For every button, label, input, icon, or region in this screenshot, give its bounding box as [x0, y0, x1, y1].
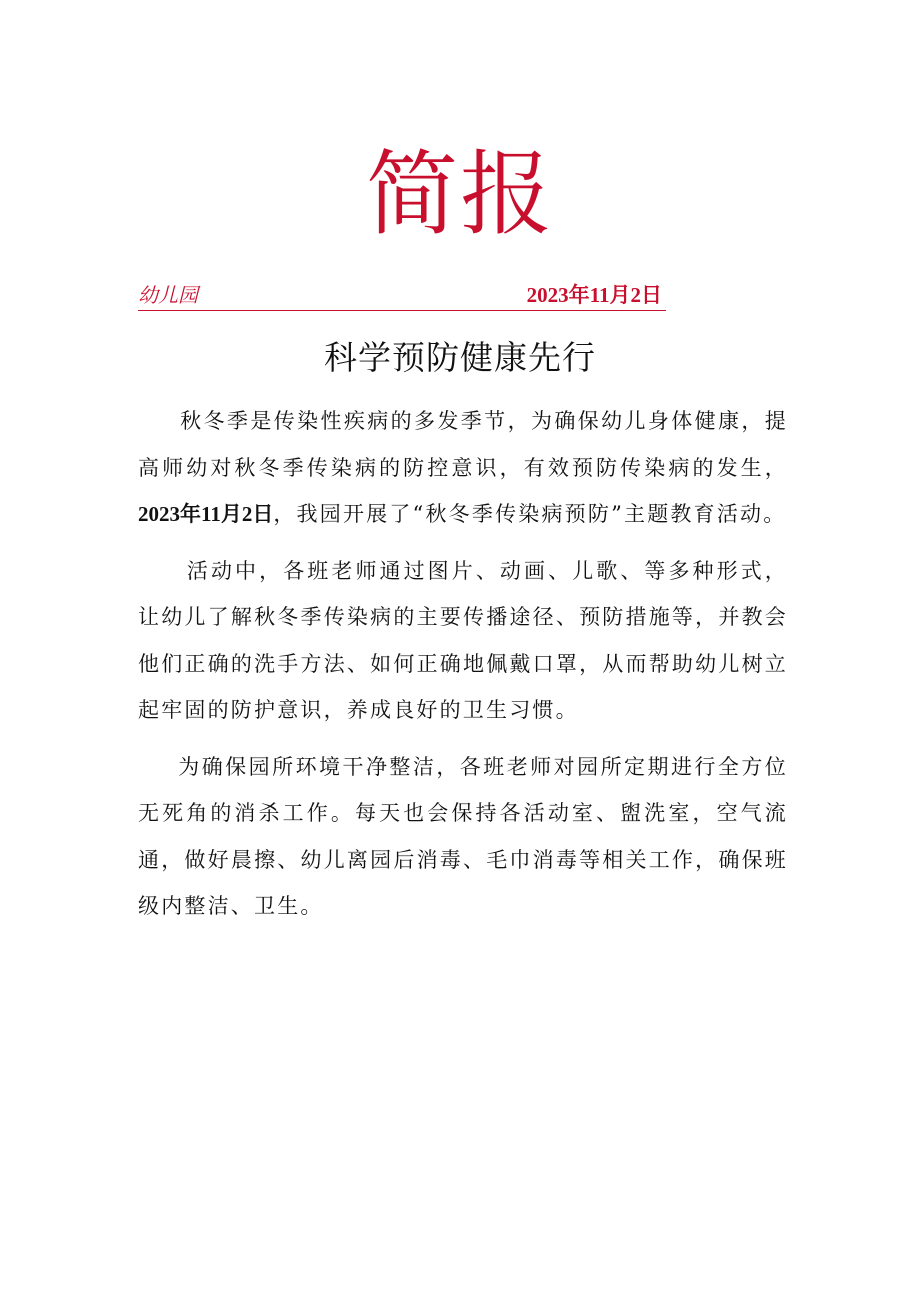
report-date: 2023年11月2日 — [526, 283, 662, 307]
article-body — [138, 398, 788, 940]
article-title: 科学预防健康先行 — [324, 338, 596, 377]
paragraph-1-line-2: 提高师幼对秋冬季传染病的防控意识，有效预防传染病的发生， — [138, 409, 788, 480]
masthead-title: 简报 — [365, 141, 554, 248]
paragraph-1-line-1: 秋冬季是传染性疾病的多发季节，为确保幼儿身体健康， — [180, 409, 765, 433]
kindergarten-name: 幼儿园 — [138, 283, 198, 307]
paragraph-1-line-3: ，我园开展了“秋冬季传染病预防”主题教育活 — [273, 502, 741, 526]
paragraph-1-date: 2023年11月2日 — [138, 502, 274, 526]
paragraph-2 — [138, 548, 788, 734]
paragraph-1 — [138, 398, 788, 538]
paragraph-3-text: 为确保园所环境干净整洁，各班老师对园所定期进行全方位无死角的消杀工作。每天也会保持各活动室、盥洗室，空气流通，做好晨擦、幼儿离园后消毒、毛巾消毒等相关工作，确保班级内整洁、卫生。 — [138, 754, 788, 918]
paragraph-3 — [138, 744, 788, 930]
paragraph-2-text: 活动中，各班老师通过图片、动画、儿歌、等多种形式，让幼儿了解秋冬季传染病的主要传播途径、预防措施等，并教会他们正确的洗手方法、如何正确地佩戴口罩，从而帮助幼儿树立起牢固的防护意识，养成良好的卫生习惯。 — [138, 558, 788, 722]
header-bar — [138, 280, 666, 311]
paragraph-1-line-4: 动。 — [740, 502, 787, 526]
